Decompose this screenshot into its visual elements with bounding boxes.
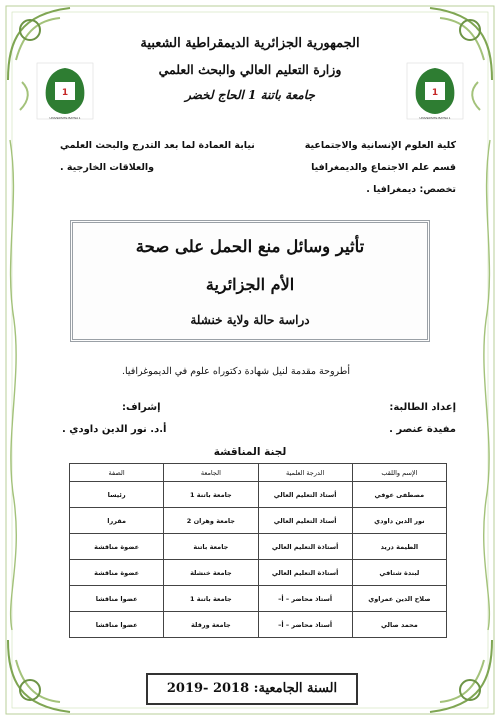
committee-table	[69, 463, 447, 638]
member-rank: أستاذة التعليم العالي	[258, 534, 352, 560]
column-header-name: الإسم واللقب	[352, 464, 446, 482]
column-header-rank: الدرجة العلمية	[258, 464, 352, 482]
member-name: لبندة شتافي	[352, 560, 446, 586]
member-role: عضوا مناقشا	[70, 586, 164, 612]
thesis-title-box	[70, 220, 430, 342]
svg-text:1: 1	[431, 88, 439, 98]
academic-year: السنة الجامعية: 2018 -2019	[146, 673, 358, 705]
student-name: مفيدة عنصر .	[389, 424, 456, 435]
header-ministry: وزارة التعليم العالي والبحث العلمي	[158, 62, 342, 77]
member-role: عضوة مناقشة	[70, 534, 164, 560]
table-row	[70, 534, 447, 560]
thesis-title-line-2: الأم الجزائرية	[205, 275, 295, 294]
deanery-line-2: والعلاقات الخارجية .	[60, 162, 155, 173]
member-role: عضوة مناقشة	[70, 560, 164, 586]
table-row	[70, 482, 447, 508]
faculty-name: كلية العلوم الإنسانية والاجتماعية	[304, 140, 456, 151]
member-university: جامعة ورقلة	[164, 612, 258, 638]
member-rank: أستاذة التعليم العالي	[258, 560, 352, 586]
column-header-university: الجامعة	[164, 464, 258, 482]
member-university: جامعة باتنة 1	[164, 482, 258, 508]
logo-caption-left: UNIVERSITE BATNA 1	[49, 116, 81, 120]
logo-caption-right: UNIVERSITE BATNA 1	[419, 116, 451, 120]
committee-title: لجنة المناقشة	[213, 446, 287, 458]
header-university: جامعة باتنة 1 الحاج لخضر	[185, 88, 315, 102]
svg-text:1: 1	[61, 88, 69, 98]
committee-header-row	[70, 464, 447, 482]
member-university: جامعة خنشلة	[164, 560, 258, 586]
member-role: رئيسا	[70, 482, 164, 508]
member-university: جامعة باتنة	[164, 534, 258, 560]
header-republic: الجمهورية الجزائرية الديمقراطية الشعبية	[140, 36, 360, 51]
member-name: صلاح الدين عمراوي	[352, 586, 446, 612]
member-role: مقررا	[70, 508, 164, 534]
member-rank: أستاذ محاضر – أ–	[258, 612, 352, 638]
deanery-line-1: نيابة العمادة لما بعد التدرج والبحث العلمي	[60, 140, 255, 151]
member-university: جامعة وهران 2	[164, 508, 258, 534]
department-name: قسم علم الاجتماع والديمغرافيا	[311, 162, 456, 173]
member-role: عضوا مناقشا	[70, 612, 164, 638]
member-name: الطيمة دريد	[352, 534, 446, 560]
member-rank: أستاذ التعليم العالي	[258, 508, 352, 534]
specialty: تخصص: ديمغرافيا .	[366, 184, 456, 195]
member-name: نور الدين داودي	[352, 508, 446, 534]
member-name: مصطفى عوفي	[352, 482, 446, 508]
student-label: إعداد الطالبة:	[389, 402, 456, 413]
thesis-note: أطروحة مقدمة لنيل شهادة دكتوراه علوم في الديموغرافيا.	[122, 366, 350, 377]
supervisor-name: أ.د. نور الدين داودي .	[62, 424, 167, 435]
member-rank: أستاذ التعليم العالي	[258, 482, 352, 508]
thesis-subtitle: دراسة حالة ولاية خنشلة	[190, 313, 310, 327]
member-name: محمد صالي	[352, 612, 446, 638]
side-vine-left	[10, 140, 16, 630]
member-university: جامعة باتنة 1	[164, 586, 258, 612]
member-rank: أستاذ محاضر – أ–	[258, 586, 352, 612]
side-vine-right	[484, 140, 490, 630]
column-header-role: الصفة	[70, 464, 164, 482]
supervisor-label: إشراف:	[122, 402, 161, 413]
table-row	[70, 508, 447, 534]
table-row	[70, 586, 447, 612]
table-row	[70, 612, 447, 638]
thesis-title-line-1: تأثير وسائل منع الحمل على صحة	[135, 237, 365, 256]
table-row	[70, 560, 447, 586]
